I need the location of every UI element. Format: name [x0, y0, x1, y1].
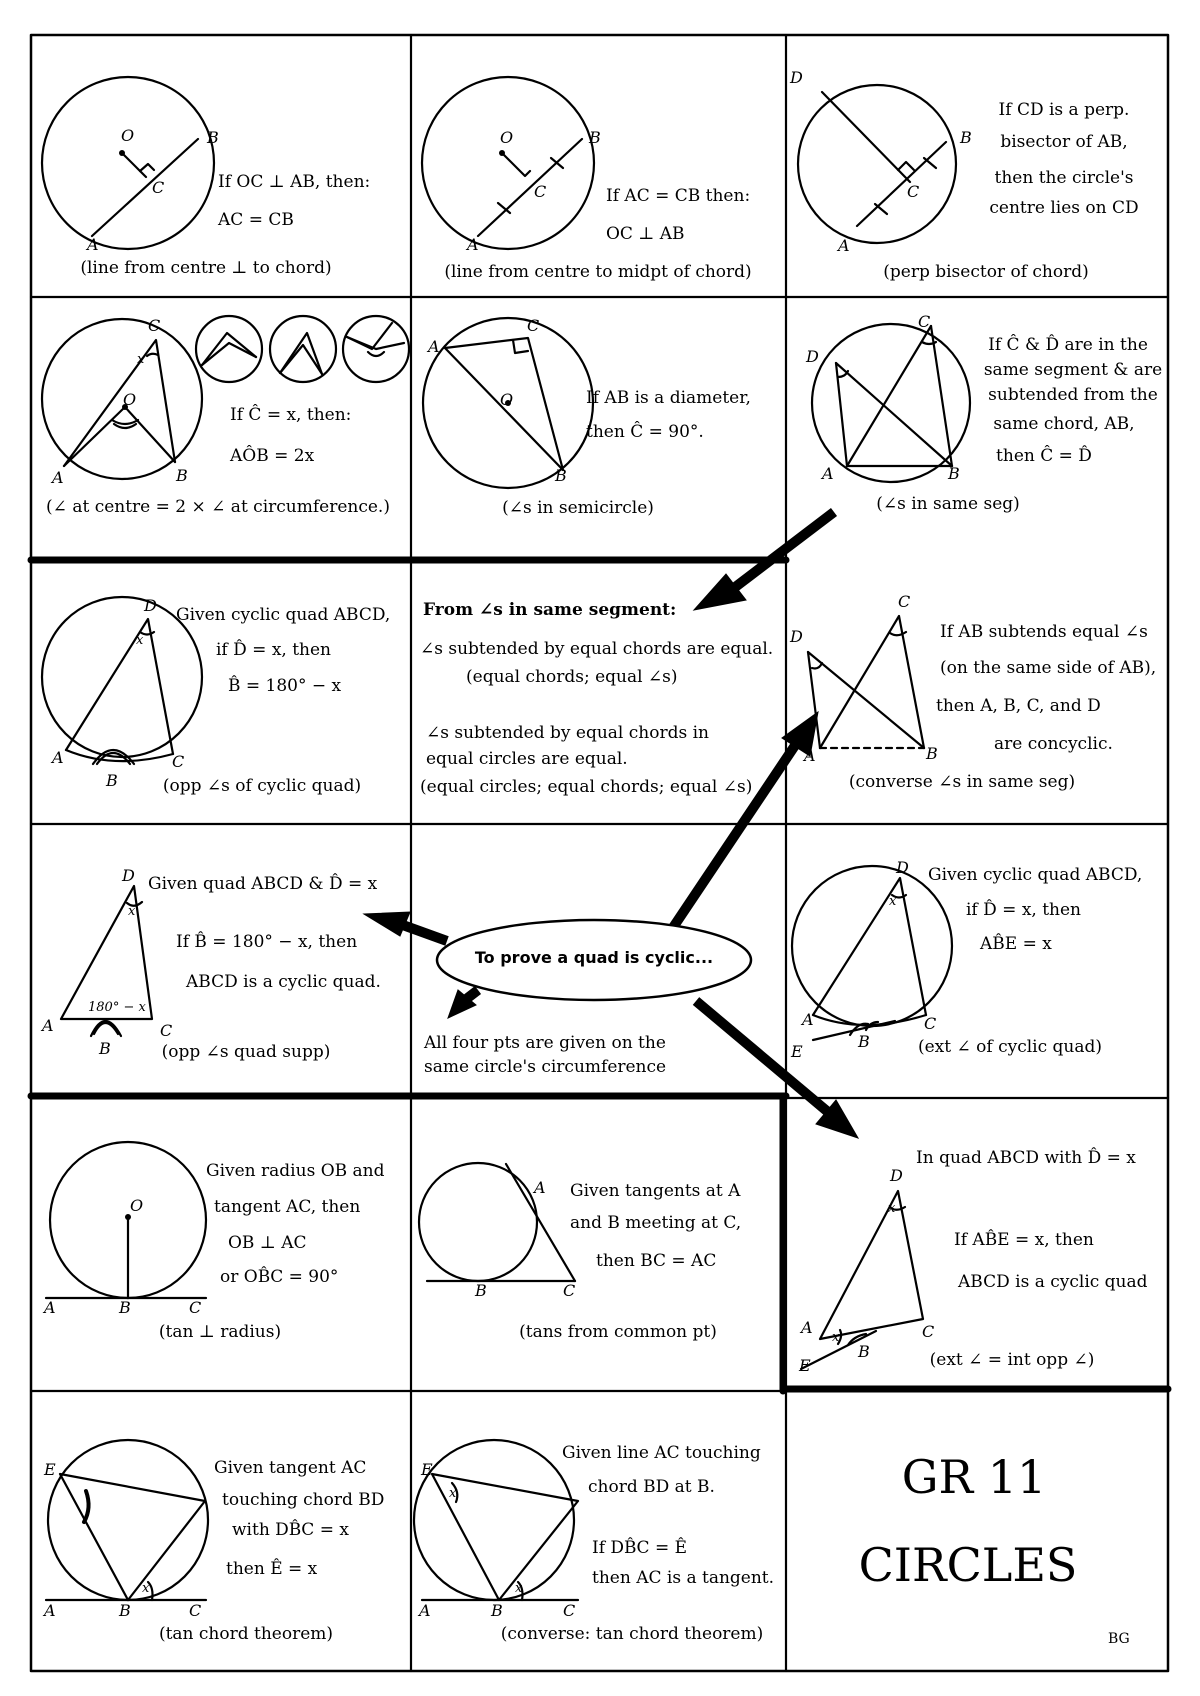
- point-label-a: A: [419, 1601, 431, 1620]
- cell16-statement: with DB̂C = x: [232, 1520, 349, 1540]
- angle-label-x: x: [889, 894, 897, 909]
- point-label-a: A: [42, 1016, 54, 1035]
- cell4-statement: AÔB = 2x: [230, 446, 315, 466]
- cyclic-proof-ellipse: To prove a quad is cyclic...: [474, 948, 714, 967]
- cell16-statement: Given tangent AC: [214, 1458, 367, 1478]
- cell13-figure: [46, 1142, 206, 1298]
- cell8-heading: From ∠s in same segment:: [423, 600, 677, 620]
- point-label-c: C: [527, 316, 540, 335]
- angle-label-x: x: [137, 352, 145, 367]
- cell9-figure: [808, 616, 924, 748]
- page-subtitle: CIRCLES: [858, 1538, 1078, 1592]
- cell13-statement: or OB̂C = 90°: [220, 1267, 339, 1287]
- point-label-a: A: [52, 468, 64, 487]
- cell13-statement: OB ⊥ AC: [228, 1233, 307, 1253]
- angle-label-x: x: [449, 1486, 457, 1501]
- point-label-o: O: [500, 390, 514, 409]
- point-label-a: A: [801, 1318, 813, 1337]
- point-label-b: B: [106, 771, 118, 790]
- cell6-statement: same chord, AB,: [993, 414, 1135, 434]
- cell8-statement: ∠s subtended by equal chords are equal.: [420, 639, 774, 659]
- cell11-statement: All four pts are given on the: [424, 1033, 666, 1053]
- cell12-statement: if D̂ = x, then: [966, 900, 1081, 920]
- cell4-caption: (∠ at centre = 2 × ∠ at circumference.): [46, 497, 390, 517]
- cell9-statement: (on the same side of AB),: [940, 658, 1157, 678]
- cell7-statement: Given cyclic quad ABCD,: [176, 605, 391, 625]
- point-label-a: A: [838, 236, 850, 255]
- cell14-figure: [419, 1163, 575, 1281]
- cell16-caption: (tan chord theorem): [158, 1624, 334, 1644]
- cell9-statement: are concyclic.: [994, 734, 1113, 754]
- cell9-statement: If AB subtends equal ∠s: [940, 622, 1148, 642]
- point-label-d: D: [890, 1166, 903, 1185]
- page-title: GR 11: [901, 1450, 1047, 1504]
- cell12-caption: (ext ∠ of cyclic quad): [917, 1037, 1103, 1057]
- point-label-d: D: [790, 627, 803, 646]
- point-label-e: E: [799, 1356, 811, 1375]
- cell5-caption: (∠s in semicircle): [502, 498, 654, 518]
- cell1-figure: [42, 77, 214, 249]
- cell4-statement: If Ĉ = x, then:: [230, 405, 352, 425]
- cell5-statement: If AB is a diameter,: [586, 388, 751, 408]
- point-label-o: O: [500, 128, 514, 147]
- cell6-caption: (∠s in same seg): [876, 494, 1020, 514]
- cell16-statement: then Ê = x: [226, 1559, 318, 1579]
- point-label-a: A: [44, 1298, 56, 1317]
- point-label-b: B: [491, 1601, 503, 1620]
- cell2-statement: If AC = CB then:: [606, 186, 751, 206]
- author-initials: BG: [1108, 1631, 1130, 1647]
- point-label-a: A: [87, 235, 99, 254]
- cell14-caption: (tans from common pt): [519, 1322, 717, 1342]
- cell17-statement: If DB̂C = Ê: [592, 1538, 688, 1558]
- point-label-c: C: [148, 316, 161, 335]
- cell3-statement: If CD is a perp.: [998, 100, 1130, 120]
- cell17-statement: Given line AC touching: [562, 1443, 761, 1463]
- point-label-c: C: [563, 1281, 576, 1300]
- cell10-statement: If B̂ = 180° − x, then: [176, 932, 358, 952]
- cell2-figure: [422, 77, 594, 249]
- cell6-statement: then Ĉ = D̂: [996, 446, 1092, 466]
- cell1-caption: (line from centre ⊥ to chord): [80, 258, 332, 278]
- cell7-statement: B̂ = 180° − x: [228, 676, 342, 696]
- point-label-o: O: [121, 126, 135, 145]
- cell3-figure: [798, 85, 956, 243]
- point-label-b: B: [555, 466, 567, 485]
- cell10-statement: ABCD is a cyclic quad.: [186, 972, 381, 992]
- cell17-statement: chord BD at B.: [588, 1477, 715, 1497]
- cell3-statement: bisector of AB,: [1000, 132, 1128, 152]
- point-label-b: B: [858, 1032, 870, 1051]
- point-label-b: B: [926, 744, 938, 763]
- point-label-a: A: [804, 746, 816, 765]
- point-label-a: A: [467, 235, 479, 254]
- point-label-c: C: [924, 1014, 937, 1033]
- point-label-b: B: [948, 464, 960, 483]
- cell14-statement: and B meeting at C,: [570, 1213, 742, 1233]
- cell11-statement: same circle's circumference: [424, 1057, 667, 1077]
- point-label-d: D: [144, 596, 157, 615]
- angle-label-x: x: [888, 1201, 896, 1216]
- cell3-statement: then the circle's: [994, 168, 1134, 188]
- point-label-c: C: [922, 1322, 935, 1341]
- point-label-d: D: [896, 858, 909, 877]
- cell15-caption: (ext ∠ = int opp ∠): [929, 1350, 1095, 1370]
- cell7-statement: if D̂ = x, then: [216, 640, 331, 660]
- cell17-caption: (converse: tan chord theorem): [500, 1624, 764, 1644]
- cell5-statement: then Ĉ = 90°.: [586, 422, 704, 442]
- cell17-figure: [414, 1440, 578, 1600]
- point-label-c: C: [152, 178, 165, 197]
- point-label-b: B: [119, 1298, 131, 1317]
- point-label-b: B: [99, 1039, 111, 1058]
- point-label-e: E: [791, 1042, 803, 1061]
- angle-label-x: x: [832, 1330, 840, 1345]
- cell6-statement: same segment & are: [983, 360, 1163, 380]
- cell9-statement: then A, B, C, and D: [936, 696, 1101, 716]
- point-label-d: D: [806, 347, 819, 366]
- cell13-statement: Given radius OB and: [206, 1161, 385, 1181]
- point-label-b: B: [858, 1342, 870, 1361]
- point-label-a: A: [822, 464, 834, 483]
- point-label-e: E: [44, 1460, 56, 1479]
- cell14-statement: Given tangents at A: [570, 1181, 741, 1201]
- cell12-statement: Given cyclic quad ABCD,: [928, 865, 1143, 885]
- point-label-b: B: [176, 466, 188, 485]
- point-label-a: A: [44, 1601, 56, 1620]
- cell10-caption: (opp ∠s quad supp): [161, 1042, 331, 1062]
- cell15-statement: In quad ABCD with D̂ = x: [916, 1148, 1136, 1168]
- cell8-statement: equal circles are equal.: [426, 749, 628, 769]
- cell6-statement: subtended from the: [988, 385, 1158, 405]
- point-label-o: O: [130, 1196, 144, 1215]
- point-label-c: C: [172, 752, 185, 771]
- angle-label-x: x: [128, 904, 136, 919]
- point-label-c: C: [898, 592, 911, 611]
- point-label-c: C: [160, 1021, 173, 1040]
- point-label-c: C: [907, 182, 920, 201]
- point-label-c: C: [189, 1298, 202, 1317]
- point-label-o: O: [123, 390, 137, 409]
- cell3-caption: (perp bisector of chord): [883, 262, 1089, 282]
- point-label-c: C: [563, 1601, 576, 1620]
- point-label-d: D: [122, 866, 135, 885]
- cell7-caption: (opp ∠s of cyclic quad): [162, 776, 362, 796]
- point-label-c: C: [918, 312, 931, 331]
- cell17-statement: then AC is a tangent.: [592, 1568, 775, 1588]
- angle-label-x: x: [142, 1581, 150, 1596]
- cell8-statement: ∠s subtended by equal chords in: [426, 723, 709, 743]
- cell4-figure: [42, 316, 409, 479]
- cell13-statement: tangent AC, then: [214, 1197, 361, 1217]
- point-label-b: B: [960, 128, 972, 147]
- cell3-statement: centre lies on CD: [989, 198, 1139, 218]
- point-label-e: E: [421, 1460, 433, 1479]
- point-label-b: B: [119, 1601, 131, 1620]
- cell10-statement: Given quad ABCD & D̂ = x: [148, 874, 378, 894]
- point-label-a: A: [428, 337, 440, 356]
- cell9-caption: (converse ∠s in same seg): [848, 772, 1076, 792]
- cell16-figure: [46, 1440, 208, 1600]
- cell1-statement: If OC ⊥ AB, then:: [218, 172, 371, 192]
- point-label-b: B: [207, 128, 219, 147]
- point-label-c: C: [189, 1601, 202, 1620]
- cell14-statement: then BC = AC: [596, 1251, 717, 1271]
- cell6-statement: If Ĉ & D̂ are in the: [988, 335, 1148, 355]
- point-label-a: A: [534, 1178, 546, 1197]
- point-label-b: B: [475, 1281, 487, 1300]
- point-label-a: A: [802, 1010, 814, 1029]
- angle-label-x: x: [515, 1581, 523, 1596]
- angle-label-180-minus-x: 180° − x: [88, 1000, 146, 1015]
- cell12-statement: AB̂E = x: [980, 934, 1052, 954]
- cell15-statement: ABCD is a cyclic quad: [958, 1272, 1148, 1292]
- cell8-statement: (equal circles; equal chords; equal ∠s): [420, 777, 753, 797]
- point-label-b: B: [589, 128, 601, 147]
- point-label-d: D: [790, 68, 803, 87]
- cell2-statement: OC ⊥ AB: [606, 224, 685, 244]
- cell8-statement: (equal chords; equal ∠s): [466, 667, 678, 687]
- angle-label-x: x: [136, 633, 144, 648]
- cell13-caption: (tan ⊥ radius): [158, 1322, 282, 1342]
- cell1-statement: AC = CB: [218, 210, 294, 230]
- cell16-statement: touching chord BD: [222, 1490, 385, 1510]
- point-label-a: A: [52, 748, 64, 767]
- cell6-figure: [812, 324, 970, 482]
- cell15-statement: If AB̂E = x, then: [954, 1230, 1094, 1250]
- cell2-caption: (line from centre to midpt of chord): [444, 262, 752, 282]
- point-label-c: C: [534, 182, 547, 201]
